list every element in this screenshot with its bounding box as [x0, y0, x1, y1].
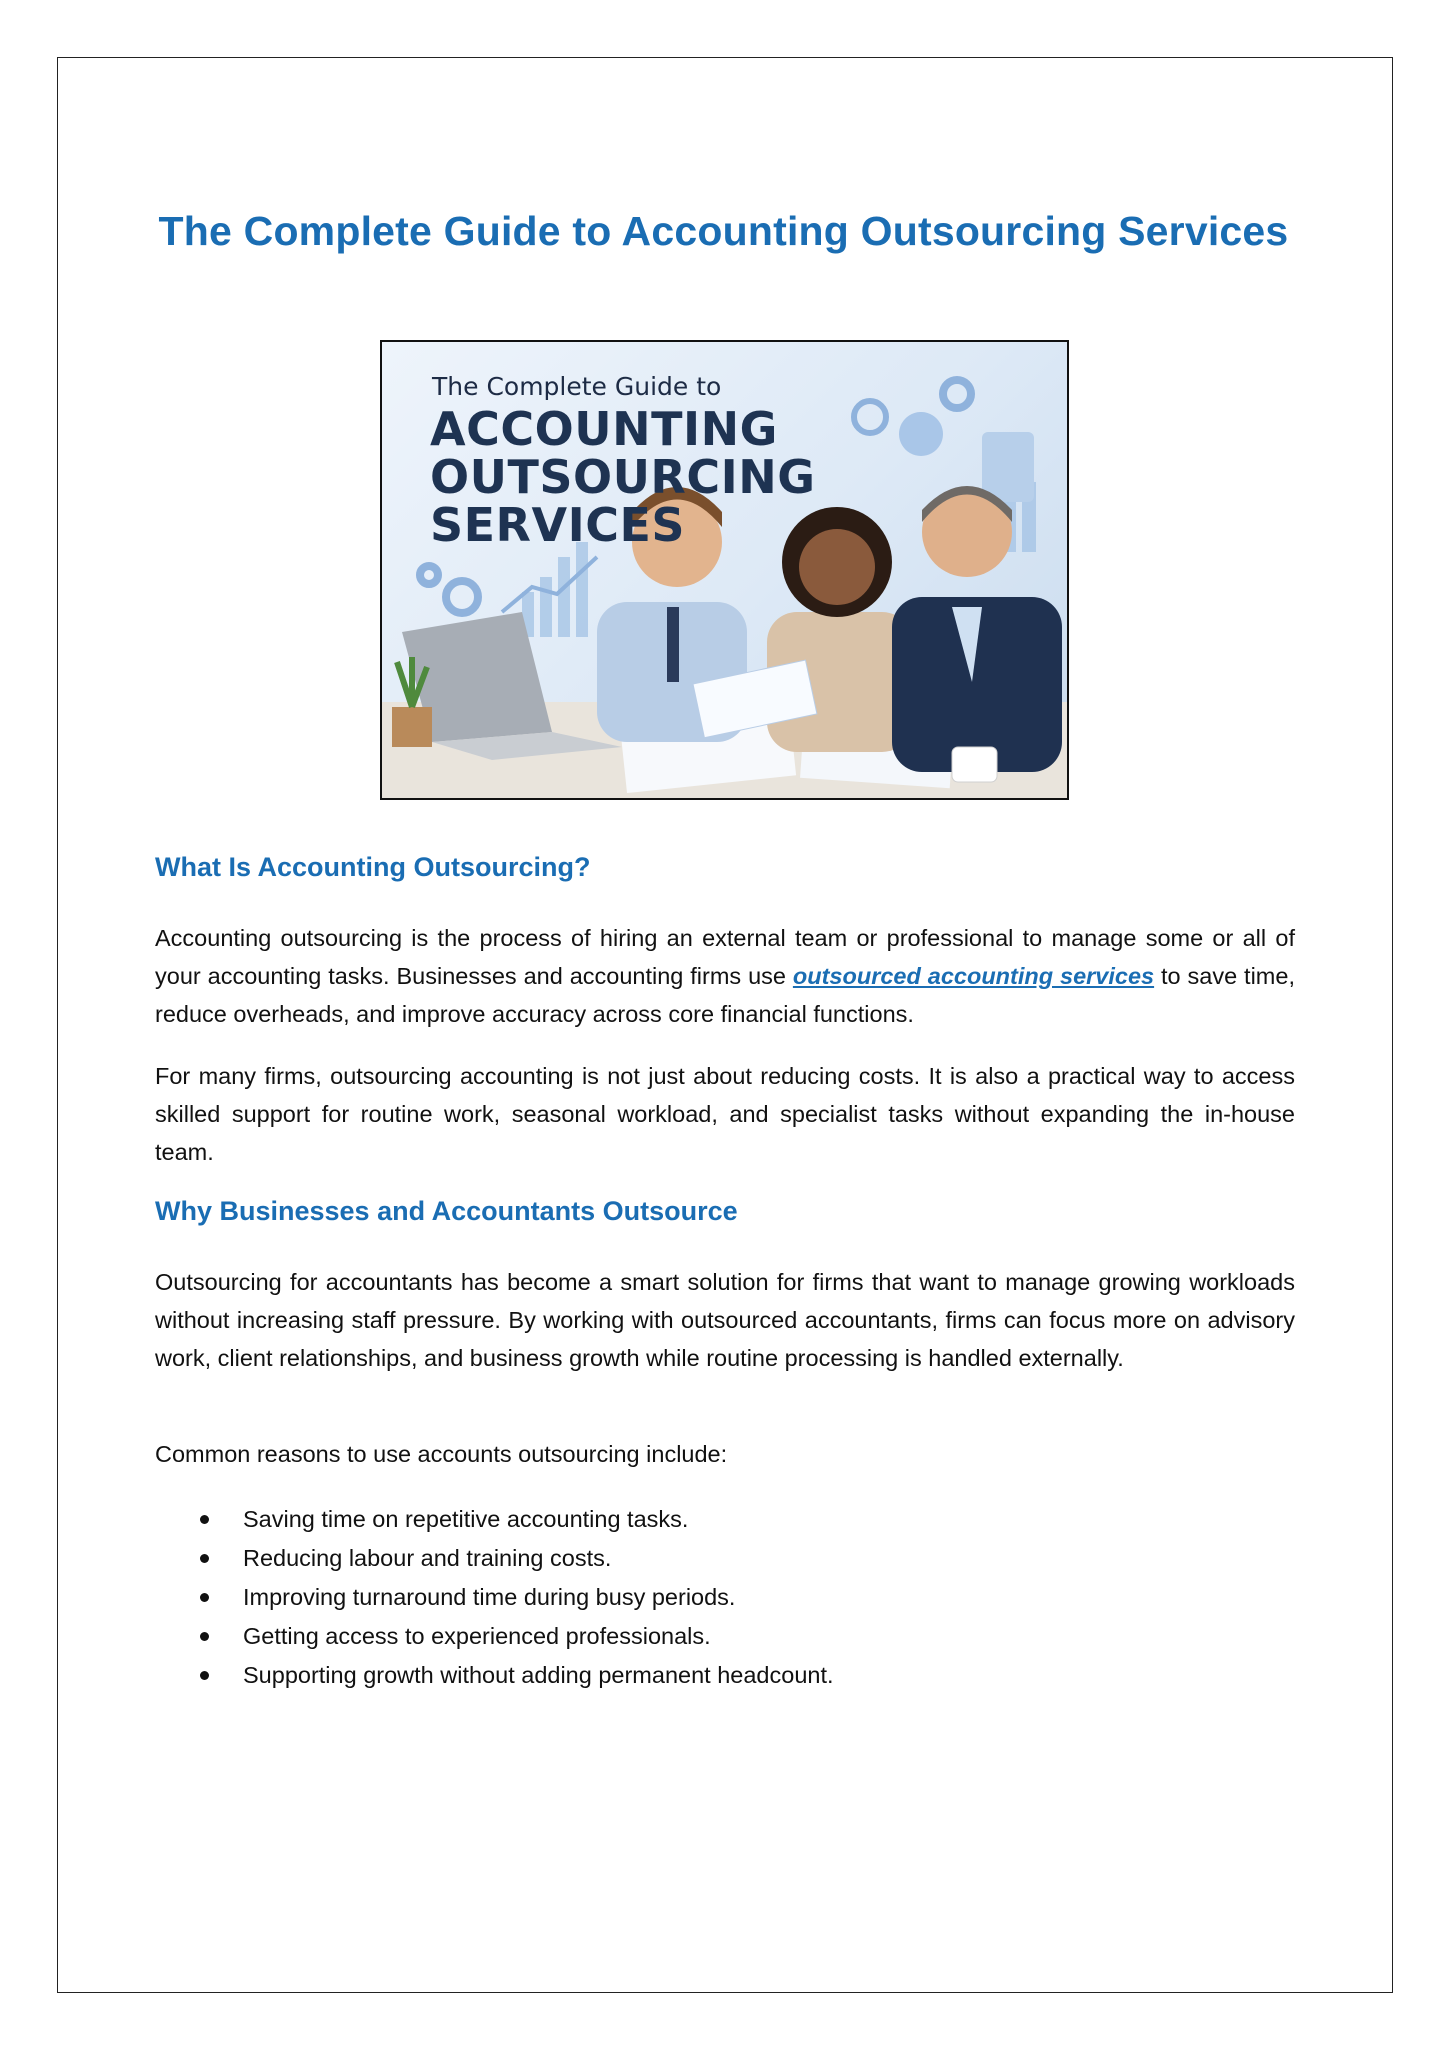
paragraph-why: Outsourcing for accountants has become a smart solution for firms that want to manage growing workloads without increasing staff pressure. By working with outsourced accountants, firms can focus more on advisory work, client relationships, and business growth while routine processing is handled externally.	[155, 1269, 1295, 1371]
outsourced-accounting-services-link[interactable]: outsourced accounting services	[792, 963, 1155, 989]
hero-title-line-2: OUTSOURCING	[430, 450, 816, 504]
paragraph-benefits: For many firms, outsourcing accounting is not just about reducing costs. It is also a practical way to access skilled support for routine work, seasonal workload, and specialist tasks without expanding the in-house team.	[155, 1063, 1295, 1165]
section-heading-what-is: What Is Accounting Outsourcing?	[155, 852, 591, 882]
bullet-icon	[200, 1515, 209, 1524]
list-item	[155, 1578, 834, 1617]
hero-title-line-3: SERVICES	[430, 498, 686, 552]
paragraph-definition	[155, 919, 1295, 1033]
hero-title-line-1: ACCOUNTING	[430, 402, 778, 456]
list-item	[155, 1539, 834, 1578]
list-item-text: Supporting growth without adding permanent headcount.	[243, 1662, 834, 1688]
bullet-icon	[200, 1593, 209, 1602]
list-item-text: Saving time on repetitive accounting tasks.	[243, 1506, 689, 1532]
bullet-icon	[200, 1632, 209, 1641]
list-item-text: Improving turnaround time during busy periods.	[243, 1584, 736, 1610]
list-item-text: Getting access to experienced professionals.	[243, 1623, 711, 1649]
paragraph-text: to save time, reduce overheads, and improve accuracy across core financial functions.	[155, 963, 1295, 1027]
list-item-text: Reducing labour and training costs.	[243, 1545, 612, 1571]
person-right	[892, 486, 1062, 772]
paragraph-reasons-intro: Common reasons to use accounts outsourcing include:	[155, 1441, 728, 1467]
list-item	[155, 1656, 834, 1695]
pie-chart-icon	[899, 412, 943, 456]
hero-image	[380, 340, 1069, 800]
calculator-icon	[982, 432, 1034, 502]
bullet-icon	[200, 1554, 209, 1563]
list-item	[155, 1500, 834, 1539]
hero-subtitle: The Complete Guide to	[432, 372, 722, 401]
paragraph-text: Accounting outsourcing is the process of hiring an external team or professional to manage some or all of your accounting tasks. Businesses and accounting firms use	[155, 925, 1295, 989]
target-icon	[854, 401, 886, 433]
document-title: The Complete Guide to Accounting Outsourcing Services	[158, 208, 1289, 254]
reasons-list	[155, 1500, 834, 1695]
coffee-cup-icon	[952, 747, 997, 782]
list-item	[155, 1617, 834, 1656]
section-heading-why-outsource: Why Businesses and Accountants Outsource	[155, 1196, 738, 1226]
plant-pot	[392, 707, 432, 747]
bullet-icon	[200, 1671, 209, 1680]
